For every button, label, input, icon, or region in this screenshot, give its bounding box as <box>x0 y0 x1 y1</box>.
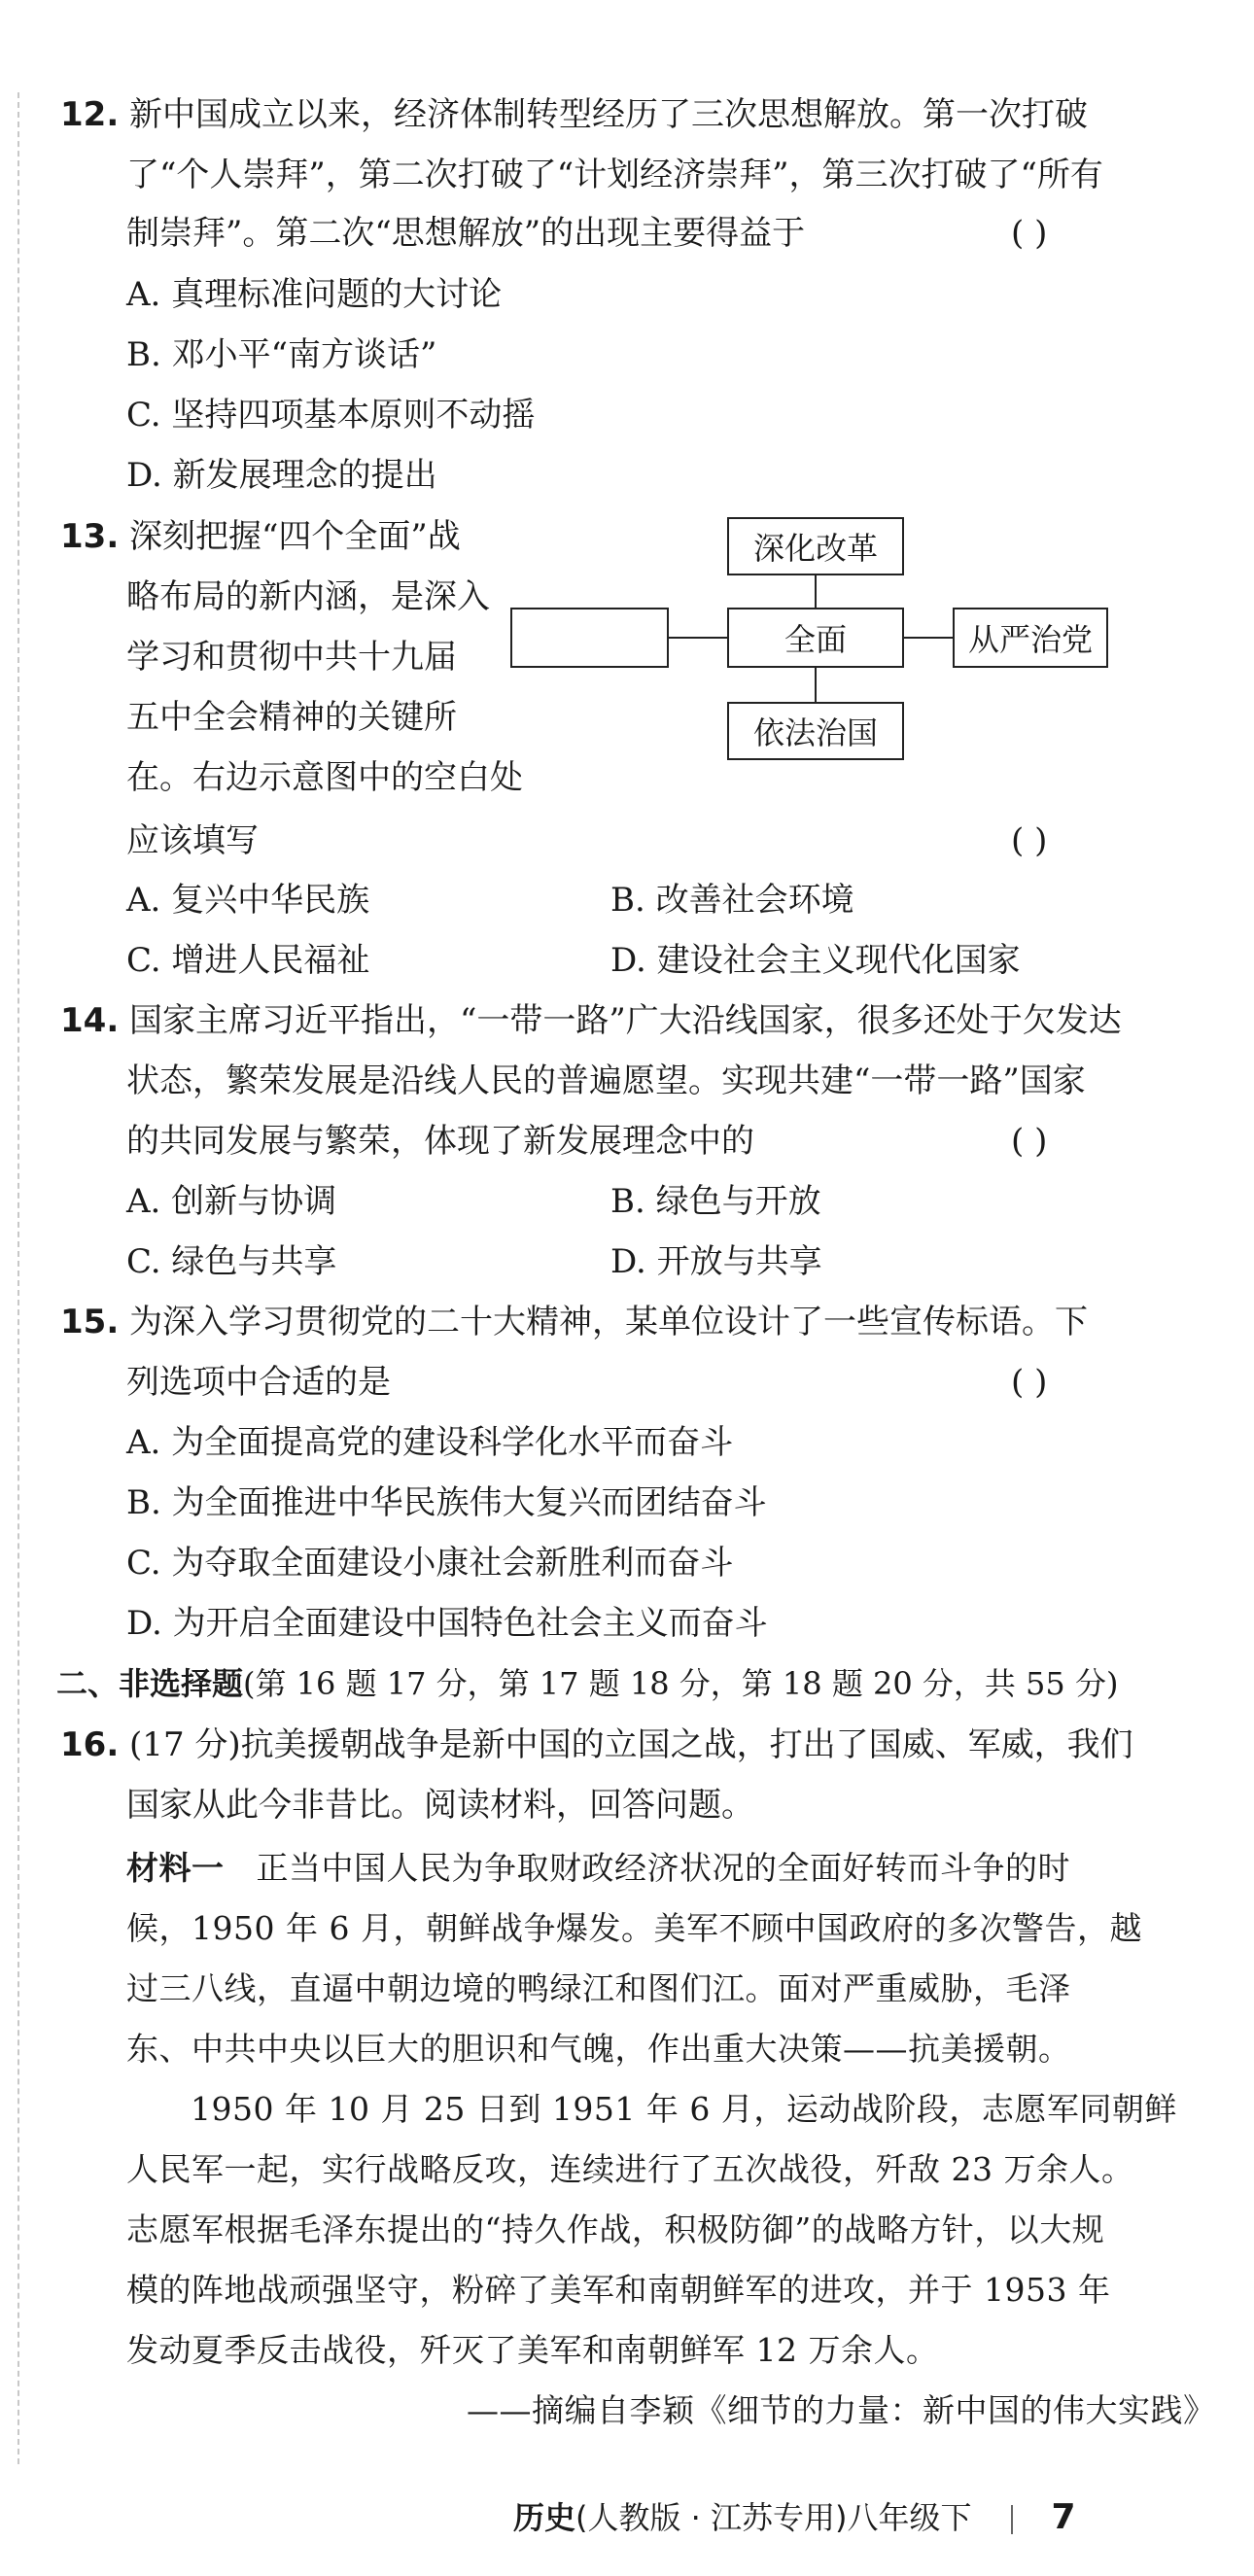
q13-line-4: 五中全会精神的关键所 <box>126 698 457 737</box>
q15-stem-1: 为深入学习贯彻党的二十大精神，某单位设计了一些宣传标语。下 <box>129 1303 1089 1341</box>
q15-option-a: A. 为全面提高党的建设科学化水平而奋斗 <box>126 1423 734 1462</box>
q12-option-b: B. 邓小平“南方谈话” <box>126 335 437 374</box>
material-1-line-3: 过三八线，直逼中朝边境的鸭绿江和图们江。面对严重威胁，毛泽 <box>126 1969 1071 2007</box>
q14-option-a: A. 创新与协调 <box>126 1182 337 1221</box>
material-1-line-1 <box>126 1849 1070 1888</box>
q13-line-6: 应该填写 <box>126 821 259 860</box>
footer-separator <box>1011 2505 1013 2534</box>
material-1-line-7: 志愿军根据毛泽东提出的“持久作战，积极防御”的战略方针，以大规 <box>126 2210 1105 2248</box>
q13-line-1 <box>60 517 461 556</box>
diagram-box-blank <box>510 608 669 668</box>
q15-line-2: 列选项中合适的是 <box>126 1363 391 1402</box>
q12-option-d: D. 新发展理念的提出 <box>126 456 437 495</box>
q13-line-5: 在。右边示意图中的空白处 <box>126 758 523 797</box>
q14-number: 14. <box>60 1001 120 1040</box>
q15-line-1 <box>60 1303 1088 1341</box>
q13-answer-paren: ( ) <box>1011 821 1048 860</box>
connector-bottom <box>815 666 817 705</box>
page-footer <box>513 2498 1076 2537</box>
material-1-line-2: 候，1950 年 6 月，朝鲜战争爆发。美军不顾中国政府的多次警告，越 <box>126 1909 1142 1947</box>
q14-option-c: C. 绿色与共享 <box>126 1242 337 1281</box>
q12-line-1 <box>60 95 1088 134</box>
connector-left <box>669 637 727 639</box>
material-1-line-5: 1950 年 10 月 25 日到 1951 年 6 月，运动战阶段，志愿军同朝鲜 <box>191 2090 1177 2128</box>
q15-answer-paren: ( ) <box>1011 1363 1048 1402</box>
q12-number: 12. <box>60 95 120 134</box>
section-2-title: 二、非选择题 <box>56 1665 244 1702</box>
q16-number: 16. <box>60 1725 120 1764</box>
q13-number: 13. <box>60 517 120 556</box>
q14-line-1 <box>60 1001 1122 1040</box>
q14-line-2: 状态，繁荣发展是沿线人民的普遍愿望。实现共建“一带一路”国家 <box>126 1062 1086 1100</box>
binding-dashed-line <box>17 92 19 2464</box>
material-1-label: 材料一 <box>126 1849 225 1887</box>
q12-option-c: C. 坚持四项基本原则不动摇 <box>126 396 536 435</box>
connector-right <box>904 637 953 639</box>
material-1-line-4: 东、中共中央以巨大的胆识和气魄，作出重大决策——抗美援朝。 <box>126 2030 1071 2068</box>
q16-stem-1: (17 分)抗美援朝战争是新中国的立国之战，打出了国威、军威，我们 <box>129 1725 1133 1764</box>
q16-line-2: 国家从此今非昔比。阅读材料，回答问题。 <box>126 1786 754 1825</box>
q14-stem-1: 国家主席习近平指出，“一带一路”广大沿线国家，很多还处于欠发达 <box>129 1001 1122 1040</box>
material-1-line-8: 模的阵地战顽强坚守，粉碎了美军和南朝鲜军的进攻，并于 1953 年 <box>126 2271 1111 2309</box>
q12-answer-paren: ( ) <box>1011 214 1048 253</box>
q13-option-d: D. 建设社会主义现代化国家 <box>610 941 1021 980</box>
q13-option-a: A. 复兴中华民族 <box>126 881 370 920</box>
page-number: 7 <box>1051 2497 1076 2537</box>
q16-line-1 <box>60 1725 1133 1764</box>
section-2-heading <box>56 1664 1118 1703</box>
material-1-source: ——摘编自李颖《细节的力量：新中国的伟大实践》 <box>467 2391 1216 2429</box>
diagram-box-top: 深化改革 <box>727 517 904 575</box>
material-1-line-9: 发动夏季反击战役，歼灭了美军和南朝鲜军 12 万余人。 <box>126 2331 939 2369</box>
diagram-box-bottom: 依法治国 <box>727 702 904 760</box>
material-1-line-6: 人民军一起，实行战略反攻，连续进行了五次战役，歼敌 23 万余人。 <box>126 2150 1134 2188</box>
footer-subject: 历史 <box>513 2499 576 2536</box>
diagram-box-center: 全面 <box>727 608 904 668</box>
diagram-box-right: 从严治党 <box>953 608 1108 668</box>
q15-option-d: D. 为开启全面建设中国特色社会主义而奋斗 <box>126 1604 768 1643</box>
q13-line-2: 略布局的新内涵，是深入 <box>126 577 490 616</box>
q12-line-3: 制崇拜”。第二次“思想解放”的出现主要得益于 <box>126 214 806 253</box>
q15-option-b: B. 为全面推进中华民族伟大复兴而团结奋斗 <box>126 1483 767 1522</box>
q14-option-d: D. 开放与共享 <box>610 1242 822 1281</box>
q15-number: 15. <box>60 1303 120 1341</box>
q12-stem-1: 新中国成立以来，经济体制转型经历了三次思想解放。第一次打破 <box>129 95 1089 134</box>
q13-option-c: C. 增进人民福祉 <box>126 941 370 980</box>
footer-edition: (人教版 · 江苏专用)八年级下 <box>575 2499 972 2536</box>
q15-option-c: C. 为夺取全面建设小康社会新胜利而奋斗 <box>126 1544 734 1583</box>
q14-option-b: B. 绿色与开放 <box>610 1182 821 1221</box>
section-2-score-info: (第 16 题 17 分，第 17 题 18 分，第 18 题 20 分，共 55 分) <box>243 1665 1119 1702</box>
q13-line-3: 学习和贯彻中共十九届 <box>126 638 457 677</box>
q12-line-2: 了“个人崇拜”，第二次打破了“计划经济崇拜”，第三次打破了“所有 <box>126 156 1103 194</box>
connector-top <box>815 574 817 612</box>
q13-option-b: B. 改善社会环境 <box>610 881 854 920</box>
q14-line-3: 的共同发展与繁荣，体现了新发展理念中的 <box>126 1122 754 1161</box>
q14-answer-paren: ( ) <box>1011 1122 1048 1161</box>
q12-option-a: A. 真理标准问题的大讨论 <box>126 275 503 314</box>
q13-stem-1: 深刻把握“四个全面”战 <box>129 517 461 556</box>
material-1-text-1: 正当中国人民为争取财政经济状况的全面好转而斗争的时 <box>256 1849 1070 1887</box>
